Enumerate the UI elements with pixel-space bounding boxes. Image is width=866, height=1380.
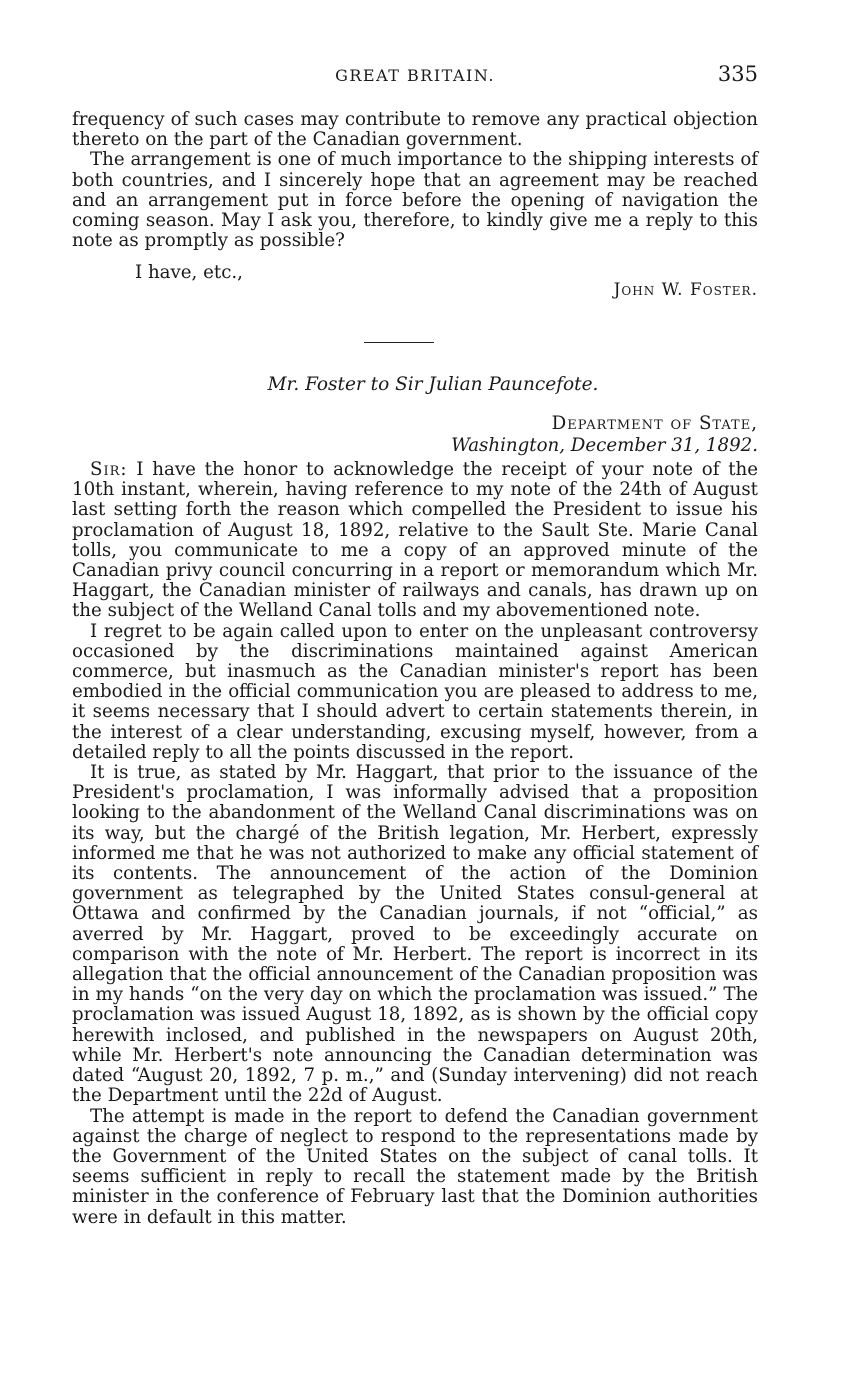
previous-letter-text <box>72 110 758 251</box>
page-number: 335 <box>717 62 758 86</box>
paragraph: The arrangement is one of much importance to the shipping interests of both countries, and I sincerely hope that an agreement may be reached and an arrangement put in force before the opening of navigation the coming season. May I ask you, therefore, to kindly give me a reply to this note as promptly as possible? <box>72 149 758 252</box>
paragraph: The attempt is made in the report to defend the Canadian government against the charge of neglect to respond to the representations made by the Government of the United States on the subject of canal tolls. It seems sufficient in reply to recall the statement made by the British minister in the conference of February last that the Dominion authorities were in default in this matter. <box>72 1105 758 1228</box>
paragraph-text: I have the honor to acknowledge the receipt of your note of the 10th instant, wherein, having reference to my note of the 24th of August last setting forth the reason which compelled the President to issue his proclamation of August 18, 1892, relative to the Sault Ste. Marie Canal tolls, you communicate to me a copy of an approved minute of the Canadian privy council concurring in a report or memorandum which Mr. Haggart, the Canadian minister of railways and canals, has drawn up on the subject of the Welland Canal tolls and my abovementioned note. <box>72 459 758 622</box>
salutation: Sir: <box>90 459 128 480</box>
paragraph <box>72 460 758 622</box>
paragraph: It is true, as stated by Mr. Haggart, that prior to the issuance of the President's proclamation, I was informally advised that a proposition looking to the abandonment of the Welland Canal discriminations was on its way, but the chargé of the British legation, Mr. Herbert, expressly informed me that he was not authorized to make any official statement of its contents. The announcement of the action of the Dominion government as telegraphed by the United States consul-general at Ottawa and confirmed by the Canadian journals, if not “official,” as averred by Mr. Haggart, proved to be exceedingly accurate on comparison with the note of Mr. Herbert. The report is incorrect in its allegation that the official announcement of the Canadian proposition was in my hands “on the very day on which the proclamation was issued.” The proclamation was issued August 18, 1892, as is shown by the official copy herewith inclosed, and published in the newspapers on August 20th, while Mr. Herbert's note announcing the Canadian determination was dated “August 20, 1892, 7 p. m.,” and (Sunday intervening) did not reach the Department until the 22d of August. <box>72 762 758 1107</box>
running-title: GREAT BRITAIN. <box>335 66 495 85</box>
dateline <box>451 413 758 457</box>
closing-line: I have, etc., <box>135 262 243 283</box>
department-name: Department of State, <box>551 413 758 434</box>
letter-heading: Mr. Foster to Sir Julian Pauncefote. <box>267 374 599 395</box>
signature: John W. Foster. <box>613 280 758 300</box>
page-header <box>72 62 758 92</box>
letter-body <box>72 460 758 1228</box>
place-and-date: Washington, December 31, 1892. <box>451 435 758 456</box>
paragraph: frequency of such cases may contribute to remove any practical objection thereto on the part of the Canadian government. <box>72 109 758 151</box>
section-divider <box>364 342 434 343</box>
paragraph: I regret to be again called upon to enter on the unpleasant controversy occasioned by the discriminations maintained against American commerce, but inasmuch as the Canadian minister's report has been embodied in the official communication you are pleased to address to me, it seems necessary that I should advert to certain statements therein, in the interest of a clear understanding, excusing myself, however, from a detailed reply to all the points discussed in the report. <box>72 620 758 763</box>
